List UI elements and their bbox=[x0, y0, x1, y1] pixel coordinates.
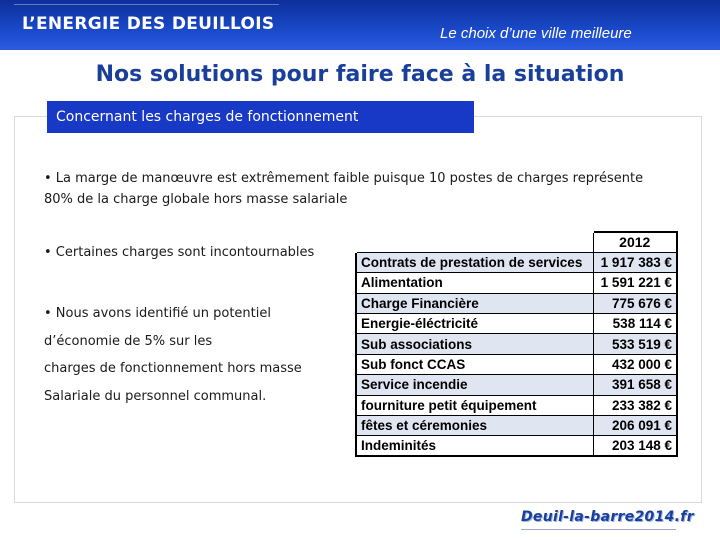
table-row bbox=[356, 395, 677, 415]
charge-label: Alimentation bbox=[356, 273, 593, 293]
website-link[interactable]: Deuil-la-barre2014.fr bbox=[521, 509, 694, 525]
charge-label: Indeminités bbox=[356, 436, 593, 456]
paragraph-unavoidable: • Certaines charges sont incontournables bbox=[44, 245, 315, 260]
table-header-blank bbox=[356, 232, 593, 252]
brand-title: L’ENERGIE DES DEUILLOIS bbox=[22, 14, 275, 34]
charge-value: 1 591 221 € bbox=[593, 273, 677, 293]
savings-line: charges de fonctionnement hors masse bbox=[44, 361, 302, 376]
charge-label: fourniture petit équipement bbox=[356, 395, 593, 415]
charge-label: Sub fonct CCAS bbox=[356, 354, 593, 374]
table-row bbox=[356, 293, 677, 313]
charge-label: Sub associations bbox=[356, 334, 593, 354]
table-row bbox=[356, 334, 677, 354]
paragraph-margin: • La marge de manœuvre est extrêmement faible puisque 10 postes de charges représente 80% de la charge globale hors masse salariale bbox=[44, 171, 644, 207]
savings-line: • Nous avons identifié un potentiel bbox=[44, 306, 271, 321]
savings-line: Salariale du personnel communal. bbox=[44, 388, 267, 404]
paragraph-savings bbox=[44, 300, 302, 410]
charge-label: Energie-éléctricité bbox=[356, 314, 593, 334]
website-link-underline bbox=[521, 529, 676, 530]
charge-value: 206 091 € bbox=[593, 416, 677, 436]
table-header-year: 2012 bbox=[593, 232, 677, 252]
charge-value: 775 676 € bbox=[593, 293, 677, 313]
tagline: Le choix d’une ville meilleure bbox=[440, 25, 632, 42]
table-row bbox=[356, 375, 677, 395]
table-row bbox=[356, 314, 677, 334]
charge-value: 203 148 € bbox=[593, 436, 677, 456]
charge-value: 1 917 383 € bbox=[593, 252, 677, 272]
charge-label: fêtes et céremonies bbox=[356, 416, 593, 436]
charge-value: 233 382 € bbox=[593, 395, 677, 415]
charge-value: 432 000 € bbox=[593, 354, 677, 374]
table-row bbox=[356, 416, 677, 436]
charge-value: 538 114 € bbox=[593, 314, 677, 334]
charge-value: 391 658 € bbox=[593, 375, 677, 395]
table-row bbox=[356, 436, 677, 456]
header-banner bbox=[0, 0, 720, 50]
charge-label: Service incendie bbox=[356, 375, 593, 395]
section-label: Concernant les charges de fonctionnement bbox=[47, 101, 474, 133]
charges-table bbox=[355, 231, 678, 457]
table-row bbox=[356, 354, 677, 374]
table-row bbox=[356, 273, 677, 293]
savings-line: d’économie de 5% sur les bbox=[44, 333, 213, 349]
charge-label: Contrats de prestation de services bbox=[356, 252, 593, 272]
charge-value: 533 519 € bbox=[593, 334, 677, 354]
charge-label: Charge Financière bbox=[356, 293, 593, 313]
table-row bbox=[356, 252, 677, 272]
brand-divider bbox=[14, 4, 279, 5]
page-title: Nos solutions pour faire face à la situation bbox=[95, 62, 625, 87]
table-header-row bbox=[356, 232, 677, 252]
